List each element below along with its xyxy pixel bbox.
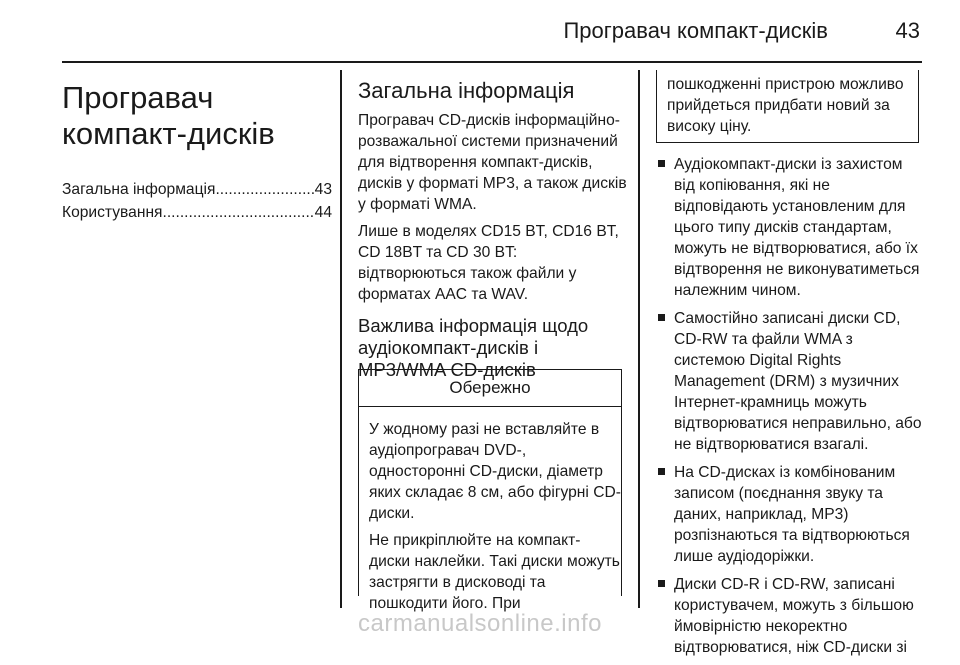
general-info-section — [358, 78, 628, 393]
section-heading: Загальна інформація — [358, 78, 575, 103]
list-item-text: Самостійно записані диски CD, CD-RW та файли WMA з системою Digital Rights Management (DRM) з музичних Інтернет-крамниць можуть відтворюватися неправильно, або не відтворюватися взагалі. — [674, 310, 922, 453]
list-item-text: Аудіокомпакт-диски із захистом від копіювання, які не відповідають установленим для цього типу дисків стандартам, можуть не відтворюватися, або їх відтворення не виконуватиметься належним чином. — [674, 156, 920, 299]
header-rule — [62, 61, 922, 63]
caution-title: Обережно — [359, 370, 621, 407]
chapter-title-line: компакт-дисків — [62, 116, 275, 151]
body-paragraph: Лише в моделях CD15 BT, CD16 BT, CD 18BT та CD 30 BT: відтворюються також файли у форматах AAC та WAV. — [358, 223, 619, 303]
list-item-text: Диски CD-R і CD-RW, записані користувачем, можуть з більшою ймовірністю некоректно відтворюватися, ніж CD-диски зі — [674, 576, 914, 656]
square-bullet-icon — [658, 468, 665, 475]
caution-box — [358, 369, 622, 612]
table-of-contents — [62, 178, 332, 224]
square-bullet-icon — [658, 314, 665, 321]
bullet-list — [656, 154, 924, 665]
list-item — [656, 462, 924, 567]
list-item-text: На CD-дисках із комбінованим записом (поєднання звуку та даних, наприклад, MP3) розпізнаються та відтворюються лише аудіодоріжки. — [674, 464, 910, 565]
caution-paragraph: пошкодженні пристрою можливо прийдеться придбати новий за високу ціну. — [667, 76, 904, 135]
square-bullet-icon — [658, 580, 665, 587]
chapter-title — [62, 80, 342, 152]
toc-leader-dots — [215, 178, 314, 201]
running-header-title: Програвач компакт-дисків — [563, 18, 828, 43]
square-bullet-icon — [658, 160, 665, 167]
toc-entry-label: Користування — [62, 204, 163, 221]
list-item — [656, 154, 924, 301]
caution-paragraph: У жодному разі не вставляйте в аудіопрогравач DVD-, односторонні CD-диски, діаметр яких складає 8 см, або фігурні CD-диски. — [369, 421, 621, 522]
body-paragraph: Програвач CD-дисків інформаційно-розважальної системи призначений для відтворення компакт-дисків, дисків у форматі MP3, а також дисків у форматі WMA. — [358, 112, 627, 213]
toc-entry-page: 44 — [314, 204, 332, 221]
column-divider-right — [638, 70, 640, 608]
toc-entry-page: 43 — [314, 181, 332, 198]
toc-entry-label: Загальна інформація — [62, 181, 216, 198]
page-number: 43 — [895, 18, 920, 43]
toc-entry-general-info[interactable] — [62, 178, 332, 201]
chapter-title-line: Програвач — [62, 80, 214, 115]
subsection-heading: Важлива інформація щодо аудіокомпакт-дисків і MP3/WMA CD-дисків — [358, 315, 589, 380]
caution-body — [359, 407, 621, 614]
toc-entry-usage[interactable] — [62, 201, 332, 224]
list-item — [656, 308, 924, 455]
caution-paragraph: Не прикріплюйте на компакт-диски наклейки. Такі диски можуть застрягти в дисководі та пошкодити його. При — [369, 532, 620, 612]
toc-leader-dots — [163, 201, 315, 224]
caution-box-continued — [656, 70, 919, 143]
footer-watermark: carmanualsonline.info — [358, 610, 602, 637]
